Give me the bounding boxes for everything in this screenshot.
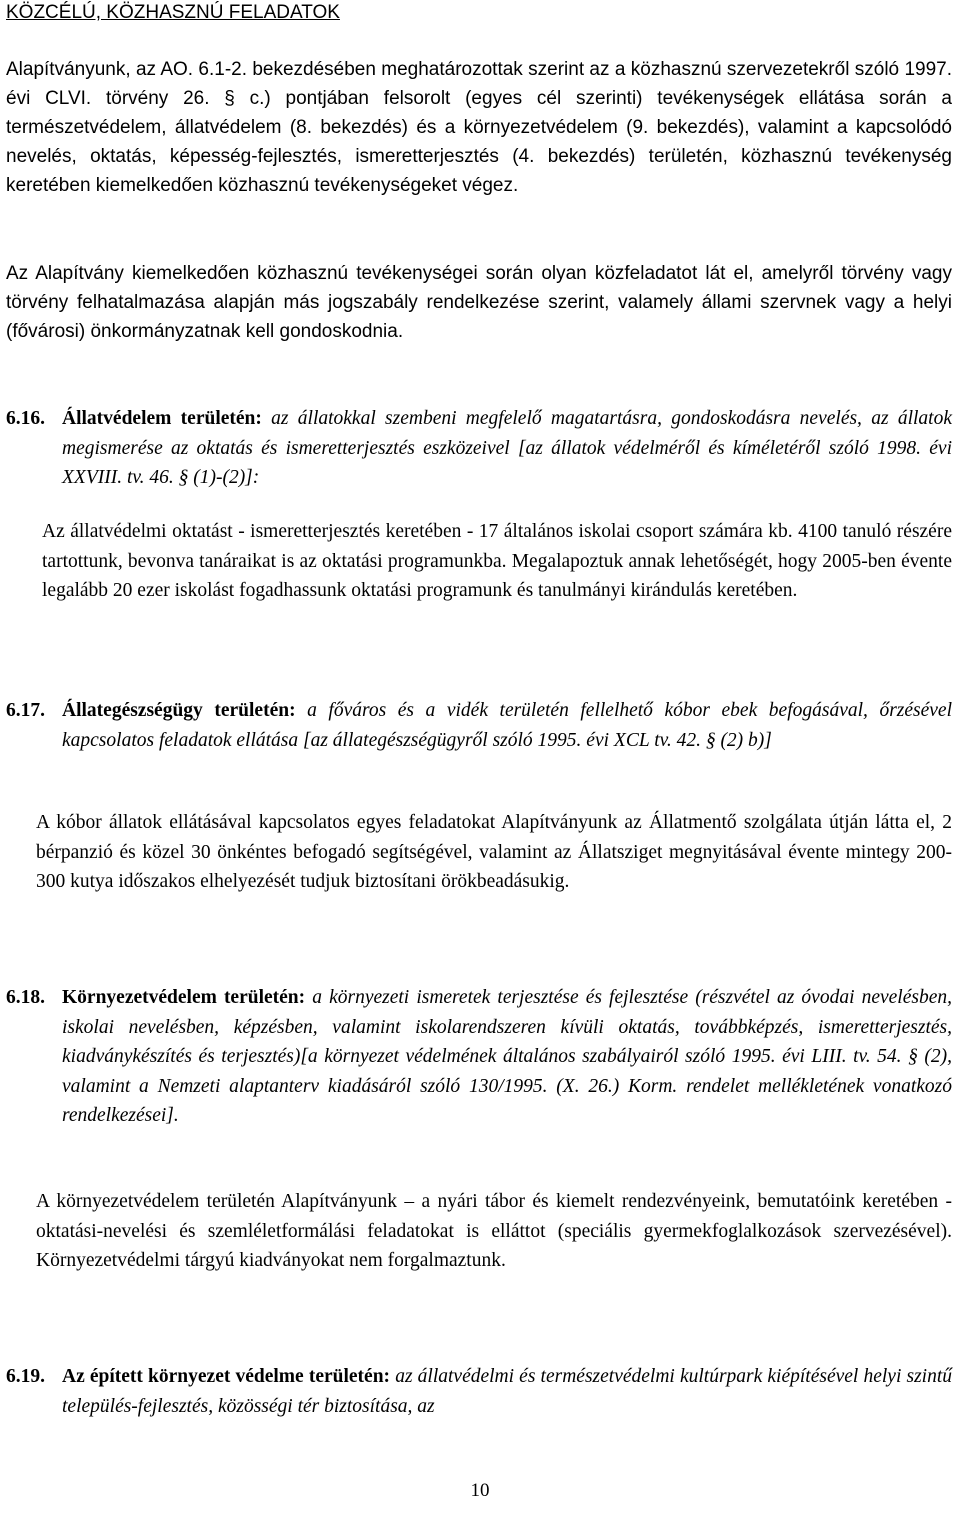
section-description: a környezeti ismeretek terjesztése és fejlesztése (részvétel az óvodai nevelésben, iskolai nevelésben, képzésben, valamint iskolarendszeren kívüli oktatás, továbbképzés, ismeretterjesztés, kiadványkészítés és terjesztés)[a környezet védelmének általános szabályairól szóló 1995. évi LIII. tv. 54. § (2), valamint a Nemzeti alaptanterv kiadásáról szóló 130/1995. (X. 26.) Korm. rendelet mellékletének vonatkozó rendelkezései].	[62, 987, 953, 1126]
page-heading: KÖZCÉLÚ, KÖZHASZNÚ FELADATOK	[6, 2, 340, 23]
section-number: 6.18.	[6, 987, 45, 1008]
section-title: Állategészségügy területén:	[62, 700, 296, 721]
page-number: 10	[470, 1480, 490, 1501]
section-description: a főváros és a vidék területén fellelhető kóbor ebek befogásával, őrzésével kapcsolatos feladatok ellátása [az állategészségügyről szóló 1995. évi XCL tv. 42. § (2) b)]	[62, 700, 953, 751]
section-title: Az épített környezet védelme területén:	[62, 1366, 391, 1387]
section-heading	[6, 1362, 952, 1421]
section-body: Az állatvédelmi oktatást - ismeretterjesztés keretében - 17 általános iskolai csoport számára kb. 4100 tanuló részére tartottunk, bevonva tanáraikat is az oktatási programunkba. Megalapoztuk annak lehetőségét, hogy 2005-ben évente legalább 20 ezer iskolást fogadhassunk oktatási programunk és tanulmányi kirándulás keretében.	[42, 521, 952, 601]
section-description: az állatvédelmi és természetvédelmi kultúrpark kiépítésével helyi szintű település-fejlesztés, közösségi tér biztosítása, az	[62, 1366, 953, 1417]
section-title: Állatvédelem területén:	[62, 408, 262, 429]
section-heading	[6, 404, 952, 493]
section-description: az állatokkal szembeni megfelelő magatartásra, gondoskodásra nevelés, az állatok megismerése az oktatás és ismeretterjesztés eszközeivel [az állatok védelméről és kíméletéről szóló 1998. évi XXVIII. tv. 46. § (1)-(2)]:	[62, 408, 952, 488]
section-6-17	[6, 696, 953, 892]
section-title: Környezetvédelem területén:	[62, 987, 306, 1008]
section-body: A kóbor állatok ellátásával kapcsolatos egyes feladatokat Alapítványunk az Állatmentő szolgálata útján látta el, 2 bérpanzió és közel 30 önkéntes befogadó segítségével, valamint az Állatsziget megnyitásával évente mintegy 200-300 kutya időszakos elhelyezését tudjuk biztosítani örökbeadásukig.	[36, 812, 952, 892]
section-heading	[6, 983, 952, 1131]
section-heading	[6, 696, 952, 755]
second-paragraph: Az Alapítvány kiemelkedően közhasznú tevékenységei során olyan közfeladatot lát el, amelyről törvény vagy törvény felhatalmazása alapján más jogszabály rendelkezése szerint, valamely állami szervnek vagy a helyi (fővárosi) önkormányzatnak kell gondoskodnia.	[6, 263, 952, 342]
section-6-19	[6, 1362, 952, 1421]
section-number: 6.19.	[6, 1366, 45, 1387]
section-body: A környezetvédelem területén Alapítványunk – a nyári tábor és kiemelt rendezvényeink, bemutatóink keretében - oktatási-nevelési és szemléletformálási feladatokat is elláttot (speciális gyermekfoglalkozások szervezésével). Környezetvédelmi tárgyú kiadványokat nem forgalmaztunk.	[36, 1191, 952, 1271]
intro-paragraph: Alapítványunk, az AO. 6.1-2. bekezdésében meghatározottak szerint az a közhasznú szervezetekről szóló 1997. évi CLVI. törvény 26. § c.) pontjában felsorolt (egyes cél szerinti) tevékenységek ellátása során a természetvédelem, állatvédelem (8. bekezdés) és a környezetvédelem (9. bekezdés), valamint a kapcsolódó nevelés, oktatás, képesség-fejlesztés, ismeretterjesztés (4. bekezdés) területén, közhasznú tevékenység keretében kiemelkedően közhasznú tevékenységeket végez.	[6, 59, 952, 196]
section-6-16	[6, 404, 952, 601]
section-number: 6.17.	[6, 700, 45, 721]
section-number: 6.16.	[6, 408, 45, 429]
section-6-18	[6, 983, 953, 1271]
